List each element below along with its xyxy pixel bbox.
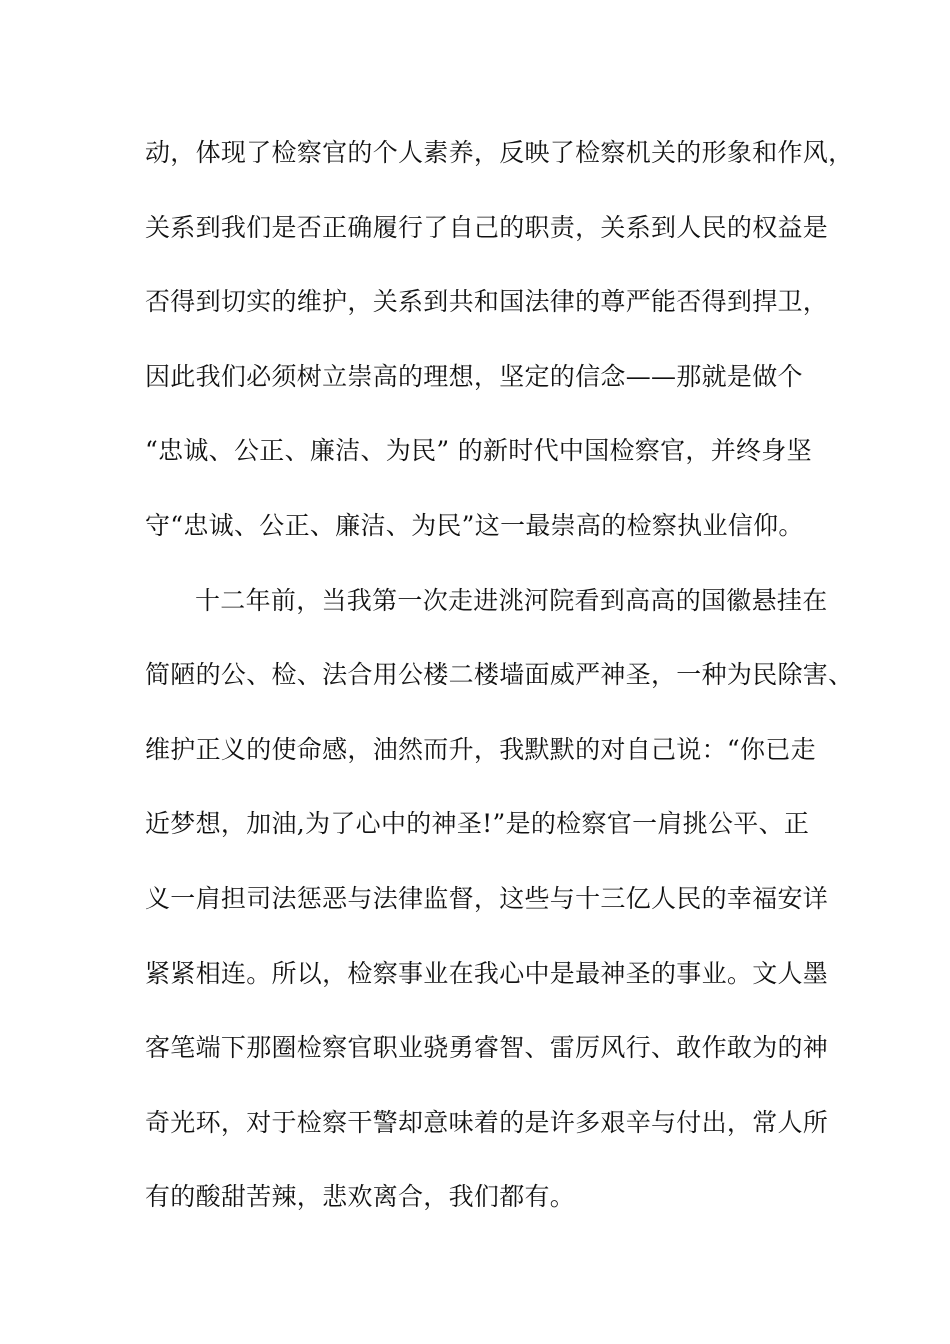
text-line: 义一肩担司法惩恶与法律监督，这些与十三亿人民的幸福安详: [145, 883, 829, 913]
text-line: 关系到我们是否正确履行了自己的职责，关系到人民的权益是: [145, 212, 829, 242]
text-line: 紧紧相连。所以，检察事业在我心中是最神圣的事业。文人墨: [145, 958, 829, 988]
text-line: 近梦想，加油,为了心中的神圣!”是的检察官一肩挑公平、正: [145, 809, 810, 839]
text-line: 简陋的公、检、法合用公楼二楼墙面威严神圣，一种为民除害、: [145, 660, 854, 690]
text-line: 客笔端下那圈检察官职业骁勇睿智、雷厉风行、敢作敢为的神: [145, 1033, 829, 1063]
text-line: “忠诚、公正、廉洁、为民” 的新时代中国检察官，并终身坚: [145, 436, 812, 466]
document-body: [145, 128, 854, 1247]
text-line: 奇光环，对于检察干警却意味着的是许多艰辛与付出，常人所: [145, 1107, 829, 1137]
text-line: 维护正义的使命感，油然而升，我默默的对自己说：“你已走: [145, 734, 816, 764]
text-line: 因此我们必须树立崇高的理想，坚定的信念——那就是做个: [145, 361, 803, 391]
text-line: 有的酸甜苦辣，悲欢离合，我们都有。: [145, 1182, 576, 1212]
text-line: 守“忠诚、公正、廉洁、为民”这一最崇高的检察执业信仰。: [145, 510, 804, 540]
paragraph-first-line: 十二年前，当我第一次走进洮河院看到高高的国徽悬挂在: [195, 585, 828, 615]
text-line: 否得到切实的维护，关系到共和国法律的尊严能否得到捍卫，: [145, 287, 829, 317]
text-line: 动，体现了检察官的个人素养，反映了检察机关的形象和作风，: [145, 138, 854, 167]
